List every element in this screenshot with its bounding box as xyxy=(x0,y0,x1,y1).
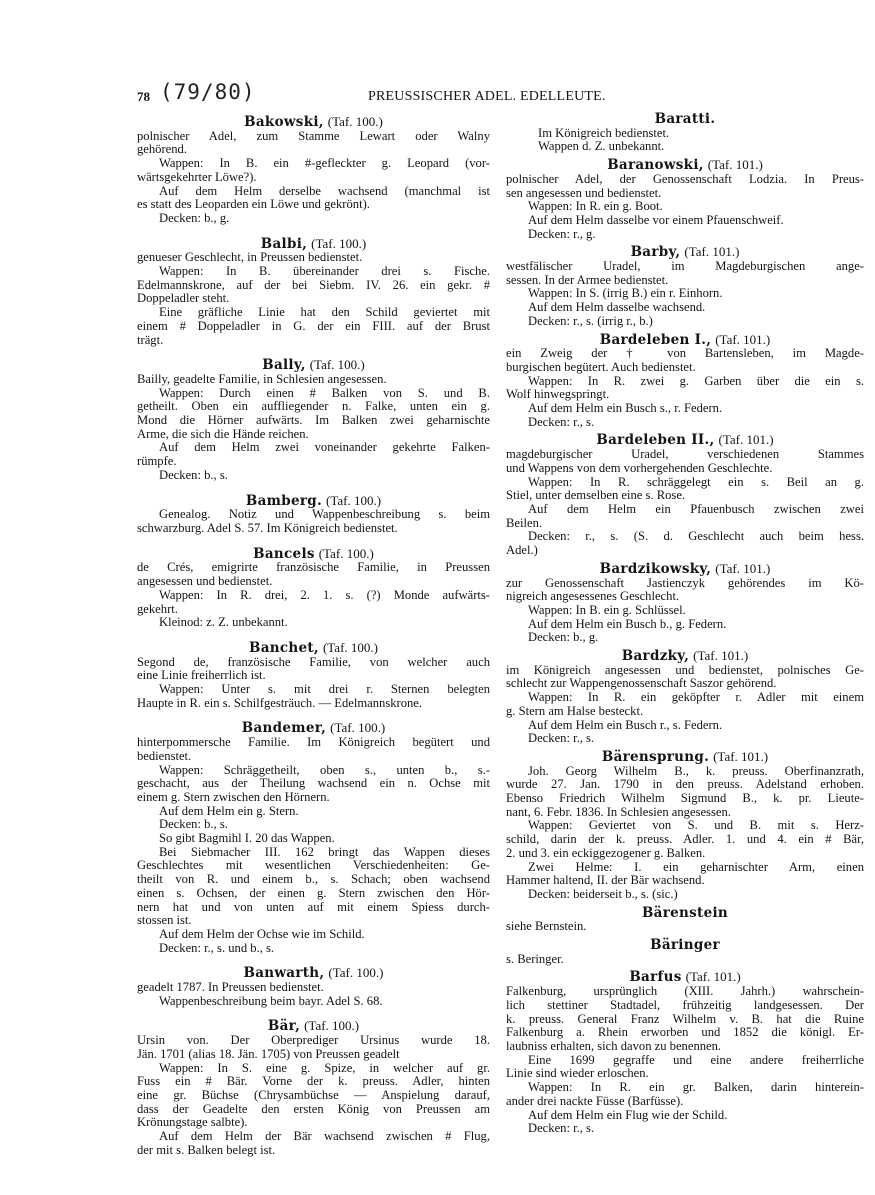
plate-reference: (Taf. 100.) xyxy=(304,1018,360,1034)
family-name: Bardeleben II., xyxy=(596,432,715,449)
entry-paragraph xyxy=(506,1081,864,1108)
text-line: eine Linie freiherrlich ist. xyxy=(137,668,266,683)
text-line: Decken: r., s. und b., s. xyxy=(159,940,275,955)
text-line: Wappen: In S. eine g. Spize, in welcher auf gr. xyxy=(159,1060,490,1075)
entry-paragraph xyxy=(137,157,490,184)
dictionary-entry xyxy=(137,966,490,1008)
text-line: Wappen: In S. (irrig B.) ein r. Einhorn. xyxy=(528,286,723,301)
entry-paragraph xyxy=(137,995,490,1009)
entry-heading xyxy=(506,158,864,173)
text-line: Haupte in R. ein s. Schilfgesträuch. — Edelmannskrone. xyxy=(137,695,423,710)
plate-reference: (Taf. 100.) xyxy=(322,639,378,655)
dictionary-entry xyxy=(506,938,864,966)
plate-reference: (Taf. 101.) xyxy=(684,244,740,260)
text-line: Wappen: In B. ein #-gefleckter g. Leopard (vor- xyxy=(159,156,490,171)
left-column xyxy=(137,115,490,1158)
text-line: siehe Bernstein. xyxy=(506,919,587,934)
family-name: Bärenstein xyxy=(641,904,729,921)
entry-paragraph xyxy=(506,1122,864,1136)
text-line: Zwei Helme: I. ein geharnischter Arm, einen xyxy=(528,859,864,874)
text-line: Joh. Georg Wilhelm B., k. preuss. Oberfinanzrath, xyxy=(528,763,864,778)
text-line: s. Beringer. xyxy=(506,951,564,966)
text-line: dass der Geadelte den ersten König von Preussen am xyxy=(137,1101,490,1116)
text-line: magdeburgischer Uradel, verschiedenen Stammes xyxy=(506,447,864,462)
family-name: Bamberg. xyxy=(245,492,323,509)
plate-reference: (Taf. 101.) xyxy=(715,331,771,347)
plate-reference: (Taf. 101.) xyxy=(715,560,771,576)
text-line: Wappen: Unter s. mit drei r. Sternen belegten xyxy=(159,682,490,697)
text-line: Auf dem Helm ein Busch r., s. Federn. xyxy=(528,717,723,732)
text-line: Auf dem Helm ein g. Stern. xyxy=(159,803,299,818)
text-line: Decken: r., s. xyxy=(528,1121,595,1136)
text-line: Wappen: Durch einen # Balken von S. und B. xyxy=(159,385,490,400)
dictionary-entry xyxy=(137,547,490,630)
entry-paragraph xyxy=(137,251,490,265)
text-line: rümpfe. xyxy=(137,454,177,469)
text-line: de Crés, emigrirte französische Familie, in Preussen xyxy=(137,560,490,575)
entry-heading xyxy=(137,721,490,736)
entry-paragraph xyxy=(137,942,490,956)
text-line: theilt von R. und einem b., s. Schach; oben wachsend xyxy=(137,872,490,887)
entry-paragraph xyxy=(506,732,864,746)
text-line: Linie sind wieder erloschen. xyxy=(506,1066,649,1081)
text-line: Decken: r., s. (irrig r., b.) xyxy=(528,313,653,328)
plate-reference: (Taf. 101.) xyxy=(707,157,763,173)
plate-reference: (Taf. 101.) xyxy=(713,748,769,764)
entry-heading xyxy=(137,237,490,252)
family-name: Bardeleben I., xyxy=(599,331,712,348)
entry-paragraph xyxy=(506,476,864,503)
entry-paragraph xyxy=(137,265,490,306)
entry-paragraph xyxy=(506,214,864,228)
entry-paragraph xyxy=(137,212,490,226)
text-line: Genealog. Notiz und Wappenbeschreibung s. beim xyxy=(159,507,490,522)
text-line: Eine gräfliche Linie hat den Schild geviertet mit xyxy=(159,305,490,320)
entry-paragraph xyxy=(506,287,864,301)
plate-reference: (Taf. 100.) xyxy=(327,114,383,129)
text-line: im Königreich angesessen und bedienstet, polnisches Ge- xyxy=(506,662,864,677)
text-line: geadelt 1787. In Preussen bedienstet. xyxy=(137,980,324,995)
entry-paragraph xyxy=(506,448,864,475)
entry-paragraph xyxy=(506,530,864,557)
family-name: Bäringer xyxy=(650,937,720,954)
text-line: Decken: b., s. xyxy=(159,467,228,482)
plate-reference: (Taf. 101.) xyxy=(685,969,741,985)
dictionary-entry xyxy=(506,649,864,746)
entry-heading xyxy=(137,547,490,562)
entry-paragraph xyxy=(506,347,864,374)
text-line: Wappen: Geviertet von S. und B. mit s. Herz- xyxy=(528,818,864,833)
entry-heading xyxy=(506,649,864,664)
dictionary-entry xyxy=(137,115,490,226)
dictionary-entry xyxy=(506,433,864,557)
text-line: angesessen und bedienstet. xyxy=(137,574,273,589)
entry-heading xyxy=(137,641,490,656)
dictionary-entry xyxy=(137,721,490,955)
plate-reference: (Taf. 100.) xyxy=(326,492,382,508)
text-line: Falkenburg, ursprünglich (XIII. Jahrh.) wahrschein- xyxy=(506,984,864,999)
text-line: Stiel, unter demselben eine s. Rose. xyxy=(506,488,686,503)
entry-paragraph xyxy=(137,832,490,846)
text-line: Decken: b., g. xyxy=(528,630,599,645)
entry-paragraph xyxy=(137,736,490,763)
family-name: Baratti. xyxy=(654,111,716,127)
text-line: Wappen: In R. ein gr. Balken, darin hinterein- xyxy=(528,1080,864,1095)
family-name: Bardzikowsky, xyxy=(599,560,712,577)
text-line: Auf dem Helm ein Flug wie der Schild. xyxy=(528,1107,728,1122)
page-number: 78 xyxy=(137,89,150,104)
entry-heading xyxy=(506,433,864,448)
family-name: Bancels xyxy=(253,545,315,562)
family-name: Barby, xyxy=(630,244,681,261)
entry-paragraph xyxy=(506,819,864,860)
text-line: laubniss erhalten, sich davon zu benennen. xyxy=(506,1039,722,1053)
text-line: Auf dem Helm zwei voneinander gekehrte Falken- xyxy=(159,440,490,455)
text-line: Jän. 1701 (alias 18. Jän. 1705) von Preussen geadelt xyxy=(137,1046,400,1061)
text-line: schwarzburg. Adel S. 57. Im Königreich bedienstet. xyxy=(137,520,398,535)
entry-paragraph xyxy=(506,503,864,530)
entry-heading xyxy=(137,115,490,130)
text-line: genueser Geschlecht, in Preussen bedienstet. xyxy=(137,250,363,265)
text-line: Auf dem Helm derselbe wachsend (manchmal ist xyxy=(159,183,490,198)
text-line: einen s. Ochsen, der einen g. Stern zwischen den Hör- xyxy=(137,885,490,900)
dictionary-entry xyxy=(506,333,864,430)
dictionary-entry xyxy=(506,158,864,241)
text-line: lich stettiner Stadtadel, frühzeitig landgesessen. Der xyxy=(506,997,864,1012)
entry-paragraph xyxy=(506,631,864,645)
dictionary-entry xyxy=(506,906,864,934)
text-line: Segond de, französische Familie, von welcher auch xyxy=(137,654,490,669)
text-line: Wappen d. Z. unbekannt. xyxy=(538,139,665,154)
text-line: Im Königreich bedienstet. xyxy=(538,125,670,140)
text-line: g. Stern am Halse besteckt. xyxy=(506,703,644,718)
text-line: schild, darin der k. preuss. Adler. 1. und 4. ein # Bär, xyxy=(506,832,864,847)
entry-heading xyxy=(506,333,864,348)
text-line: Auf dem Helm der Ochse wie im Schild. xyxy=(159,926,365,941)
entry-paragraph xyxy=(137,1034,490,1061)
entry-paragraph xyxy=(506,1109,864,1123)
plate-reference: (Taf. 101.) xyxy=(693,648,749,664)
entry-paragraph xyxy=(137,387,490,442)
text-line: hinterpommersche Familie. Im Königreich begütert und xyxy=(137,735,490,750)
text-line: Wappen: In B. ein g. Schlüssel. xyxy=(528,602,686,617)
entry-paragraph xyxy=(506,1054,864,1081)
entry-heading xyxy=(506,750,864,765)
text-line: Auf dem Helm ein Busch b., g. Federn. xyxy=(528,616,727,631)
entry-paragraph xyxy=(137,764,490,805)
entry-heading xyxy=(137,1019,490,1034)
text-line: Beilen. xyxy=(506,515,543,530)
text-line: stossen ist. xyxy=(137,913,192,928)
family-name: Banwarth, xyxy=(243,965,325,982)
entry-paragraph xyxy=(137,185,490,212)
text-line: nant, 6. Febr. 1836. In Schlesien angesessen. xyxy=(506,804,731,819)
text-line: Hammer haltend, II. der Bär wachsend. xyxy=(506,873,705,888)
entry-paragraph xyxy=(506,577,864,604)
text-line: geschacht, aus der Theilung wachsend ein n. Ochse mit xyxy=(137,776,490,791)
text-line: Adel.) xyxy=(506,543,538,558)
entry-paragraph xyxy=(506,402,864,416)
text-line: Decken: b., s. xyxy=(159,817,228,832)
entry-paragraph xyxy=(506,719,864,733)
text-line: Falkenburg a. Rhein erworben und 1852 die königl. Er- xyxy=(506,1025,864,1040)
text-line: nern hat und von unten auf mit einem Spiess durch- xyxy=(137,899,490,914)
entry-heading xyxy=(506,906,864,921)
entry-paragraph xyxy=(506,664,864,691)
text-line: eine gr. Büchse (Chrysambüchse — Anspielung darauf, xyxy=(137,1088,490,1102)
entry-paragraph xyxy=(137,508,490,535)
entry-paragraph xyxy=(506,173,864,200)
text-line: ein Zweig der † von Bartensleben, im Magde- xyxy=(506,346,864,361)
text-line: Wappen: In R. schräggelegt ein s. Beil an g. xyxy=(528,474,864,489)
text-line: So gibt Bagmihl I. 20 das Wappen. xyxy=(159,831,335,846)
text-line: es statt des Leoparden ein Löwe und gekrönt). xyxy=(137,197,370,212)
plate-reference: (Taf. 100.) xyxy=(330,720,386,736)
text-line: Auf dem Helm der Bär wachsend zwischen # Flug, xyxy=(159,1129,490,1144)
text-line: Auf dem Helm ein Busch s., r. Federn. xyxy=(528,401,723,416)
text-line: Wappen: In R. ein g. Boot. xyxy=(528,199,663,214)
text-line: gekehrt. xyxy=(137,601,178,616)
text-line: ander drei nackte Füsse (Barfüsse). xyxy=(506,1093,684,1108)
entry-paragraph xyxy=(506,888,864,902)
entry-paragraph xyxy=(137,469,490,483)
dictionary-entry xyxy=(506,970,864,1135)
text-line: Fuss ein # Bär. Vorne der k. preuss. Adler, hinten xyxy=(137,1074,490,1089)
dictionary-entry xyxy=(506,750,864,902)
entry-paragraph xyxy=(506,985,864,1054)
entry-paragraph xyxy=(506,691,864,718)
entry-paragraph xyxy=(506,200,864,214)
text-line: Decken: r., s. (S. d. Geschlecht auch beim hess. xyxy=(528,529,864,544)
entry-paragraph xyxy=(506,953,864,967)
family-name: Baranowski, xyxy=(607,157,704,174)
entry-paragraph xyxy=(137,1130,490,1157)
text-line: polnischer Adel, zum Stamme Lewart oder Walny xyxy=(137,128,490,143)
entry-paragraph xyxy=(506,765,864,820)
entry-paragraph xyxy=(137,805,490,819)
text-line: Decken: r., s. xyxy=(528,414,595,429)
family-name: Bandemer, xyxy=(241,720,327,737)
entry-heading xyxy=(137,966,490,981)
text-line: schlecht zur Wappengenossenschaft Saszor gehörend. xyxy=(506,676,777,691)
entry-paragraph xyxy=(506,127,864,141)
entry-paragraph xyxy=(137,441,490,468)
text-line: Auf dem Helm dasselbe wachsend. xyxy=(528,300,706,315)
entry-heading xyxy=(137,358,490,373)
plate-reference: (Taf. 100.) xyxy=(311,235,367,251)
entry-paragraph xyxy=(137,683,490,710)
entry-paragraph xyxy=(137,846,490,928)
entry-paragraph xyxy=(506,416,864,430)
plate-reference: (Taf. 101.) xyxy=(718,432,774,448)
text-line: Wappenbeschreibung beim bayr. Adel S. 68. xyxy=(159,993,383,1008)
entry-heading xyxy=(506,562,864,577)
text-line: Decken: r., s. xyxy=(528,731,595,746)
text-line: der mit s. Balken belegt ist. xyxy=(137,1142,276,1157)
dictionary-entry xyxy=(506,112,864,154)
text-line: Bei Siebmacher III. 162 bringt das Wappen dieses xyxy=(159,844,490,859)
dictionary-entry xyxy=(137,237,490,348)
text-line: Kleinod: z. Z. unbekannt. xyxy=(159,615,288,630)
entry-paragraph xyxy=(506,260,864,287)
plate-reference: (Taf. 100.) xyxy=(318,545,374,561)
family-name: Bärensprung. xyxy=(601,748,710,765)
entry-paragraph xyxy=(137,981,490,995)
text-line: Doppeladler steht. xyxy=(137,291,230,306)
plate-reference: (Taf. 100.) xyxy=(309,357,365,373)
entry-heading xyxy=(506,970,864,985)
text-line: wurde 27. Jan. 1790 in den preuss. Adelstand erhoben. xyxy=(506,777,864,792)
text-line: k. preuss. General Franz Wilhelm v. B. hat die Ruine xyxy=(506,1011,864,1026)
entry-paragraph xyxy=(137,589,490,616)
entry-paragraph xyxy=(137,656,490,683)
text-line: Eine 1699 gegraffe und eine andere freiherrliche xyxy=(528,1052,864,1067)
dictionary-entry xyxy=(137,1019,490,1157)
text-line: bedienstet. xyxy=(137,748,192,763)
text-line: sen angesessen und bedienstet. xyxy=(506,185,662,200)
entry-paragraph xyxy=(506,140,864,154)
text-line: einem # Doppeladler in G. der ein FIII. auf der Brust xyxy=(137,318,490,333)
text-line: und Wappens von dem vorhergehenden Geschlechte. xyxy=(506,460,773,475)
text-line: westfälischer Uradel, im Magdeburgischen ange- xyxy=(506,259,864,274)
entry-paragraph xyxy=(506,315,864,329)
text-line: polnischer Adel, der Genossenschaft Lodzia. In Preus- xyxy=(506,171,864,186)
text-line: Decken: beiderseit b., s. (sic.) xyxy=(528,886,678,901)
entry-heading xyxy=(506,112,864,127)
entry-paragraph xyxy=(506,861,864,888)
text-line: einem g. Stern zwischen den Hörnern. xyxy=(137,789,330,804)
text-line: nigreich angesessenes Geschlecht. xyxy=(506,589,680,604)
text-line: Ebenso Friedrich Wilhelm Sigmund B., k. pr. Lieute- xyxy=(506,791,864,806)
text-line: trägt. xyxy=(137,332,164,347)
entry-heading xyxy=(506,938,864,953)
text-line: Wappen: In B. übereinander drei s. Fische. xyxy=(159,264,490,279)
text-line: Auf dem Helm dasselbe vor einem Pfauenschweif. xyxy=(528,212,784,227)
entry-paragraph xyxy=(137,818,490,832)
handwritten-page-stamp: (79/80) xyxy=(160,80,256,104)
right-column xyxy=(506,112,864,1136)
text-line: Wolf hinwegspringt. xyxy=(506,387,610,402)
entry-paragraph xyxy=(506,604,864,618)
text-line: Wappen: Schräggetheilt, oben s., unten b., s.- xyxy=(159,762,490,777)
family-name: Bär, xyxy=(267,1018,301,1035)
text-line: Krönungstage salbte). xyxy=(137,1115,248,1130)
text-line: zur Genossenschaft Jastienczyk gehörendes im Kö- xyxy=(506,575,864,590)
plate-reference: (Taf. 100.) xyxy=(328,965,384,981)
text-line: Decken: r., g. xyxy=(528,226,596,241)
text-line: Wappen: In R. drei, 2. 1. s. (?) Monde aufwärts- xyxy=(159,587,490,602)
text-line: burgischen begütert. Auch bedienstet. xyxy=(506,359,696,374)
dictionary-entry xyxy=(506,245,864,328)
running-title: PREUSSISCHER ADEL. EDELLEUTE. xyxy=(368,89,606,104)
entry-paragraph xyxy=(137,373,490,387)
dictionary-entry xyxy=(137,494,490,536)
dictionary-entry xyxy=(137,641,490,711)
entry-paragraph xyxy=(506,301,864,315)
entry-paragraph xyxy=(137,306,490,347)
entry-paragraph xyxy=(137,561,490,588)
text-line: Edelmannskrone, auf der bei Siebm. IV. 26. ein gekr. # xyxy=(137,277,490,292)
dictionary-entry xyxy=(137,358,490,482)
family-name: Bally, xyxy=(262,357,306,374)
text-line: sessen. In der Armee bedienstet. xyxy=(506,272,669,287)
text-line: gehörend. xyxy=(137,142,188,157)
family-name: Balbi, xyxy=(260,235,308,252)
entry-paragraph xyxy=(506,618,864,632)
text-line: wärtsgekehrter Löwe?). xyxy=(137,169,257,184)
entry-paragraph xyxy=(506,375,864,402)
text-line: 2. und 3. ein eckiggezogener g. Balken. xyxy=(506,845,706,860)
family-name: Bardzky, xyxy=(621,648,690,665)
text-line: getheilt. Oben ein auffliegender n. Falke, unten ein g. xyxy=(137,399,490,414)
text-line: Arme, die sich die Hände reichen. xyxy=(137,426,309,441)
family-name: Barfus xyxy=(629,969,682,986)
family-name: Bakowski, xyxy=(244,114,324,130)
entry-heading xyxy=(137,494,490,509)
text-line: Bailly, geadelte Familie, in Schlesien angesessen. xyxy=(137,371,387,386)
text-line: Auf dem Helm ein Pfauenbusch zwischen zwei xyxy=(528,501,864,516)
entry-paragraph xyxy=(137,928,490,942)
text-line: Geschlechtes mit wesentlichen Verschiedenheiten: Ge- xyxy=(137,858,490,873)
entry-paragraph xyxy=(137,1062,490,1131)
entry-paragraph xyxy=(506,920,864,934)
entry-paragraph xyxy=(137,616,490,630)
text-line: Decken: b., g. xyxy=(159,210,230,225)
text-line: Wappen: In R. zwei g. Garben über die ein s. xyxy=(528,373,864,388)
text-line: Wappen: In R. ein geköpfter r. Adler mit einem xyxy=(528,690,864,705)
family-name: Banchet, xyxy=(249,639,319,656)
entry-paragraph xyxy=(137,130,490,157)
text-line: Ursin von. Der Oberprediger Ursinus wurde 18. xyxy=(137,1033,490,1048)
entry-paragraph xyxy=(506,228,864,242)
dictionary-entry xyxy=(506,562,864,645)
entry-heading xyxy=(506,245,864,260)
text-line: Mond die Hörner aufwärts. Im Balken zwei geharnischte xyxy=(137,413,490,428)
